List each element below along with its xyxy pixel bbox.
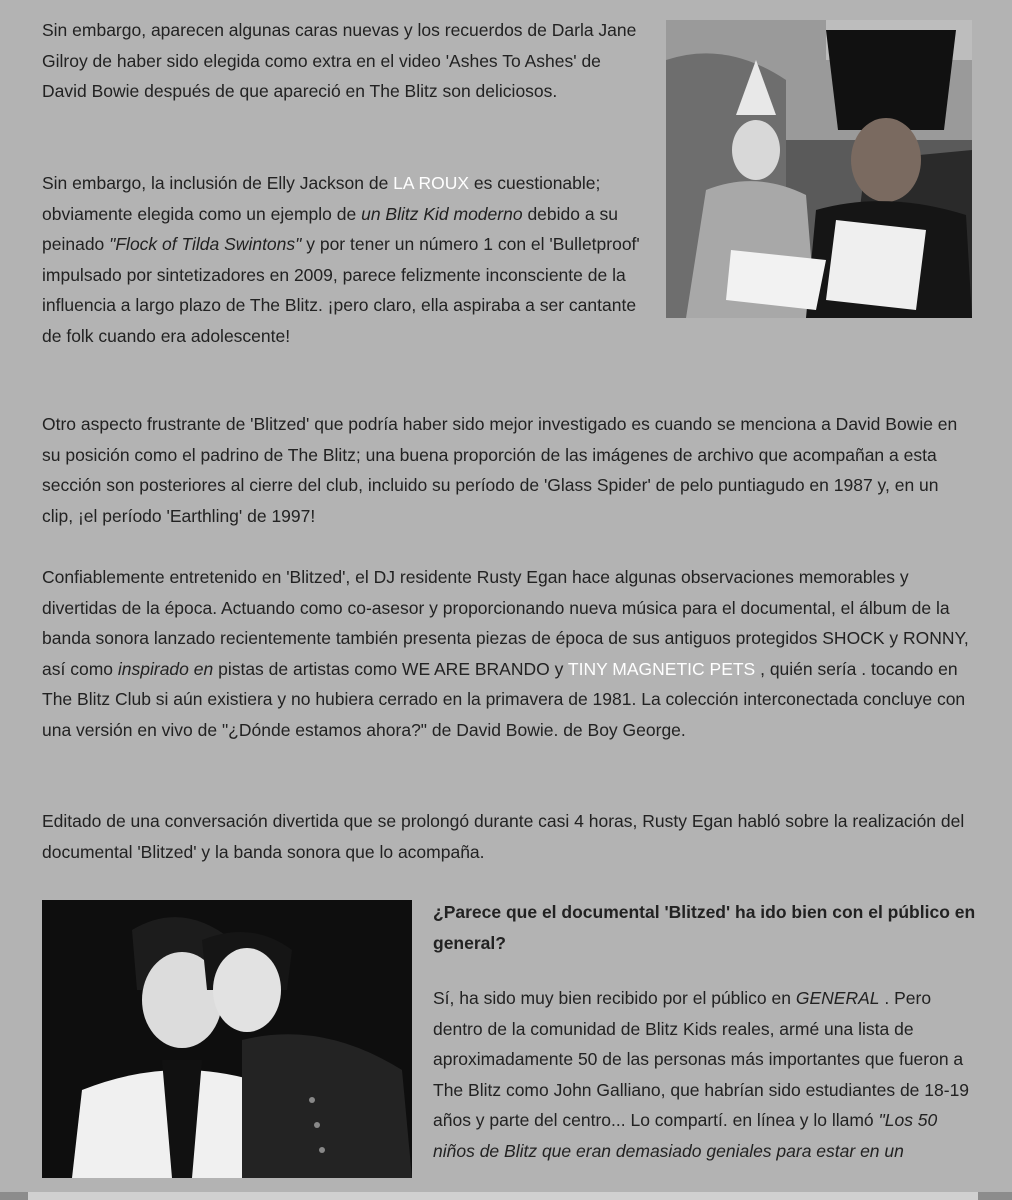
paragraph-2: [42, 168, 642, 352]
paragraph-5: Editado de una conversación divertida que se prolongó durante casi 4 horas, Rusty Egan habló sobre la realización del documental 'Blitzed' y la banda sonora que lo acompaña.: [42, 811, 965, 862]
p4-emphasis-1: inspirado en: [117, 658, 214, 679]
p2-text-a: Sin embargo, la inclusión de Elly Jackson de: [42, 173, 394, 193]
photo-boy-george: [42, 900, 412, 1178]
answer-text-b: . Pero dentro de la comunidad de Blitz Kids reales, armé una lista de aproximadamente 50 de las personas más importantes que fueron a The Blitz como John Galliano, que habrían sido estudiantes de 18-19 años y parte del centro... Lo compartí. en línea y lo llamó: [433, 988, 970, 1131]
p4-text-b: pistas de artistas como WE ARE BRANDO y: [213, 658, 568, 679]
photo-boy-george-image: [42, 900, 412, 1178]
answer-text-a: Sí, ha sido muy bien recibido por el público en: [433, 988, 796, 1008]
interview-answer: [433, 983, 978, 1192]
photo-clowns-image: [666, 20, 972, 318]
p4-text-a: Confiablemente entretenido en 'Blitzed', el DJ residente Rusty Egan hace algunas observaciones memorables y divertidas de la época. Actuando como co-asesor y proporcionando nueva música para el documental, el álbum de la banda sonora lanzado recientemente también presenta piezas de época de sus antiguos protegidos SHOCK y RONNY, así como: [42, 567, 969, 679]
p4-text-c: , quién sería . tocando en The Blitz Club si aún existiera y no hubiera cerrado en la primavera de 1981. La colección interconectada concluye con una versión en vivo de "¿Dónde estamos ahora?" de David Bowie. de Boy George.: [42, 658, 966, 740]
p2-emphasis-1: un Blitz Kid moderno: [361, 203, 523, 224]
paragraph-1: Sin embargo, aparecen algunas caras nuevas y los recuerdos de Darla Jane Gilroy de haber sido elegida como extra en el video 'Ashes To Ashes' de David Bowie después de que apareció en The Blitz son deliciosos.: [42, 20, 637, 102]
window-bottom-edge: [0, 1192, 1012, 1200]
answer-emphasis-2: "Los 50 niños de Blitz que eran demasiado geniales para estar en un: [433, 1110, 938, 1161]
horizontal-scrollbar[interactable]: [28, 1192, 978, 1200]
link-la-roux[interactable]: LA ROUX: [393, 173, 470, 193]
photo-clowns: [666, 20, 972, 318]
paragraph-3: Otro aspecto frustrante de 'Blitzed' que podría haber sido mejor investigado es cuando se menciona a David Bowie en su posición como el padrino de The Blitz; una buena proporción de las imágenes de archivo que acompañan a esta sección son posteriores al cierre del club, incluido su período de 'Glass Spider' de pelo puntiagudo en 1987 y, en un clip, ¡el período 'Earthling' de 1997!: [42, 414, 958, 526]
p2-text-b: es cuestionable; obviamente elegida como un ejemplo de: [42, 173, 601, 224]
paragraph-4: [42, 562, 972, 746]
p2-emphasis-2: "Flock of Tilda Swintons": [109, 234, 302, 255]
interview-question: ¿Parece que el documental 'Blitzed' ha ido bien con el público en general?: [433, 902, 976, 953]
p2-text-c: debido a su peinado: [42, 203, 618, 255]
p2-text-d: y por tener un número 1 con el 'Bulletproof' impulsado por sintetizadores en 2009, parece felizmente inconsciente de la influencia a largo plazo de The Blitz. ¡pero claro, ella aspiraba a ser cantante de folk cuando era adolescente!: [42, 234, 640, 346]
link-tiny-magnetic-pets[interactable]: TINY MAGNETIC PETS: [567, 658, 756, 679]
answer-emphasis-1: GENERAL: [795, 988, 880, 1008]
